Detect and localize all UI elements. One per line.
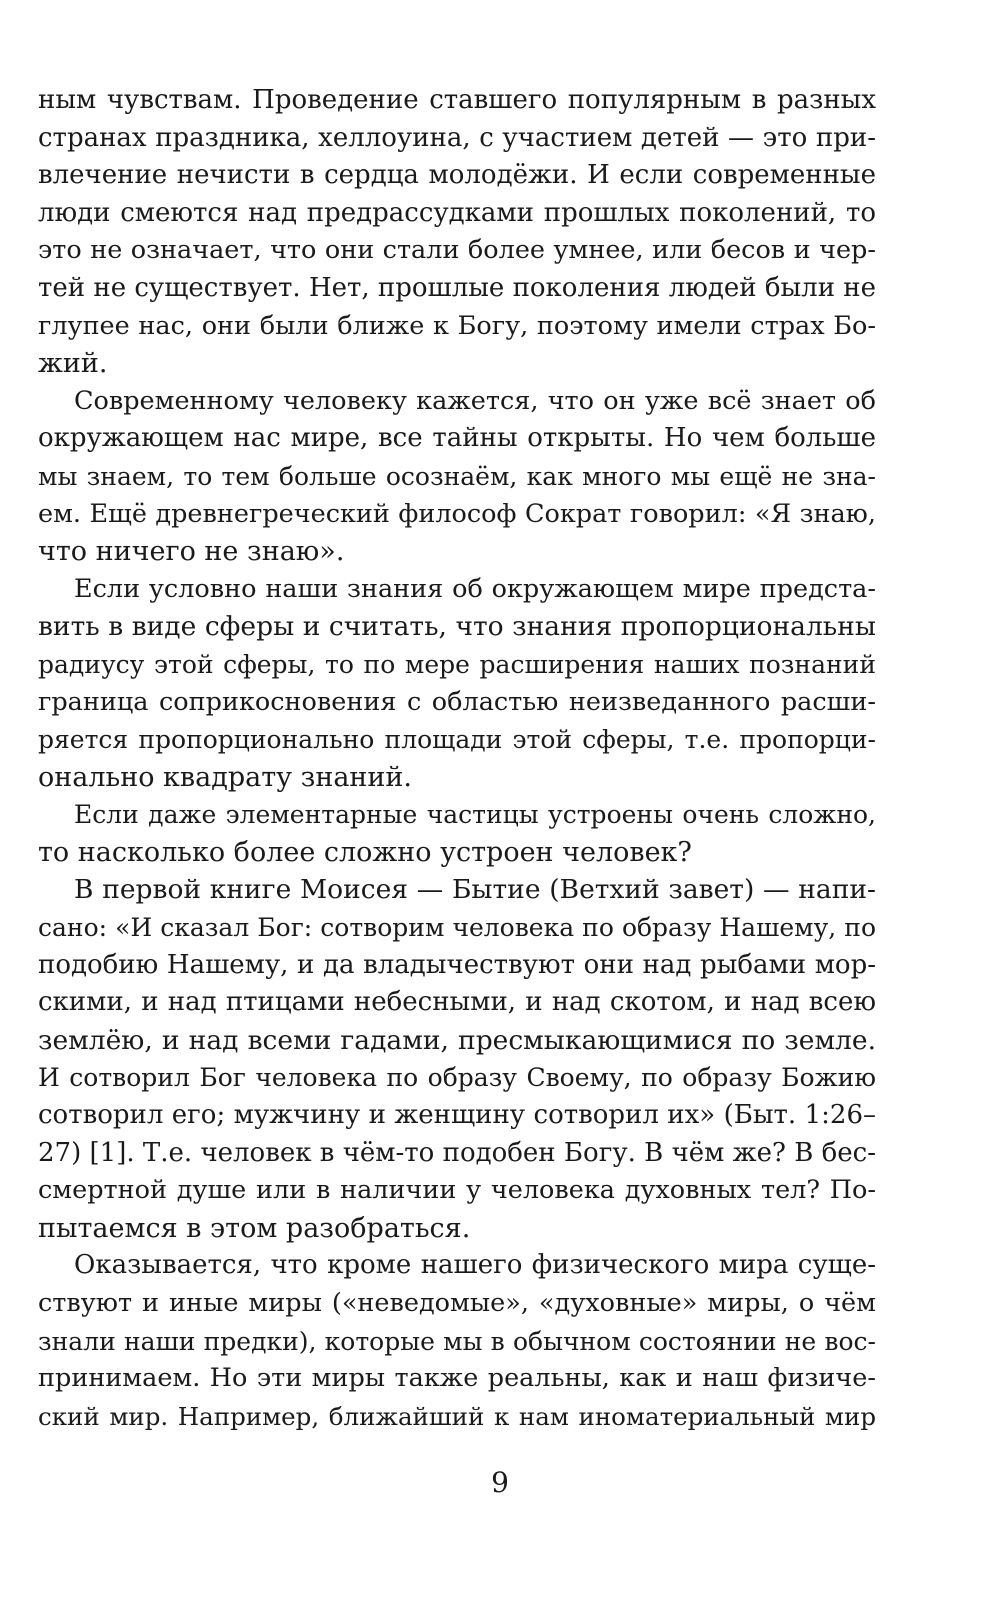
- text-line: Оказывается, что кроме нашего физического мира суще-: [74, 1250, 876, 1281]
- text-line: землёю, и над всеми гадами, пресмыкающимися по земле.: [38, 1024, 876, 1056]
- text-line: 27) [1]. Т.е. человек в чём-то подобен Богу. В чём же? В бес-: [38, 1137, 876, 1168]
- text-line: глупее нас, они были ближе к Богу, поэтому имели страх Бо-: [38, 310, 876, 341]
- text-line: Если условно наши знания об окружающем мире предста-: [74, 573, 876, 604]
- text-line: ствуют и иные миры («неведомые», «духовные» миры, о чём: [38, 1288, 876, 1318]
- text-line: В первой книге Моисея — Бытие (Ветхий завет) — напи-: [74, 874, 876, 906]
- text-line: сано: «И сказал Бог: сотворим человека по образу Нашему, по: [38, 913, 876, 943]
- text-line: странах праздника, хеллоуина, с участием детей — это при-: [38, 122, 876, 153]
- text-line: скими, и над птицами небесными, и над скотом, и над всею: [38, 987, 876, 1018]
- text-line: радиусу этой сферы, то по мере расширения наших познаний: [38, 649, 876, 679]
- text-line: подобию Нашему, и да владычествуют они над рыбами мор-: [38, 949, 876, 980]
- text-line: мы знаем, то тем больше осознаём, как много мы ещё не зна-: [38, 461, 876, 491]
- text-line: пытаемся в этом разобраться.: [38, 1212, 471, 1244]
- text-line: жий.: [38, 348, 108, 380]
- text-line: принимаем. Но эти миры также реальны, как и наш физиче-: [38, 1363, 876, 1394]
- text-line: граница соприкосновения с областью неизведанного расши-: [38, 686, 876, 717]
- text-line: онально квадрату знаний.: [38, 761, 413, 793]
- text-line: ным чувствам. Проведение ставшего популярным в разных: [38, 85, 876, 115]
- text-line: знали наши предки), которые мы в обычном состоянии не вос-: [38, 1326, 876, 1356]
- text-line: Современному человеку кажется, что он уже всё знает об: [74, 385, 876, 416]
- text-line: окружающем нас мире, все тайны открыты. Но чем больше: [38, 423, 876, 454]
- text-line: влечение нечисти в сердца молодёжи. И если современные: [38, 160, 876, 191]
- text-line: что ничего не знаю».: [38, 536, 345, 568]
- text-line: люди смеются над предрассудками прошлых поколений, то: [38, 197, 876, 228]
- text-line: ряется пропорционально площади этой сферы, т.е. пропорци-: [38, 725, 876, 755]
- text-line: вить в виде сферы и считать, что знания пропорциональны: [38, 611, 876, 643]
- text-line: тей не существует. Нет, прошлые поколения людей были не: [38, 272, 876, 303]
- text-line: то насколько более сложно устроен человек?: [38, 836, 692, 868]
- text-line: ем. Ещё древнегреческий философ Сократ говорил: «Я знаю,: [38, 498, 876, 529]
- text-line: смертной душе или в наличии у человека духовных тел? По-: [38, 1175, 876, 1206]
- text-line: сотворил его; мужчину и женщину сотворил их» (Быт. 1:26–: [38, 1100, 876, 1131]
- text-line: Если даже элементарные частицы устроены очень сложно,: [74, 800, 876, 830]
- page-number: 9: [491, 1466, 509, 1499]
- text-line: И сотворил Бог человека по образу Своему, по образу Божию: [38, 1063, 876, 1093]
- text-line: это не означает, что они стали более умнее, или бесов и чер-: [38, 235, 876, 266]
- body-text: [38, 82, 876, 1435]
- text-line: ский мир. Например, ближайший к нам иноматериальный мир: [38, 1401, 876, 1431]
